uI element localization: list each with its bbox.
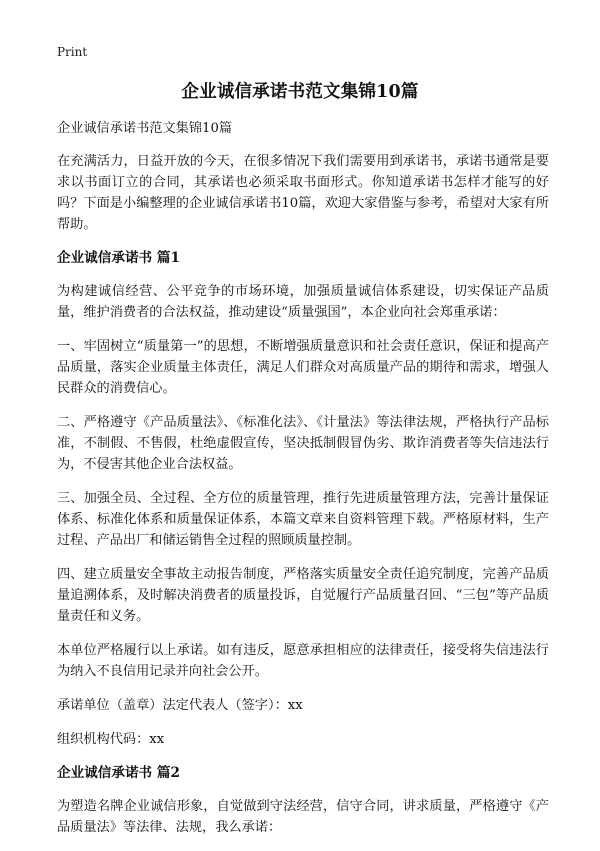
print-link[interactable]: Print bbox=[57, 45, 88, 59]
section-1-heading: 企业诚信承诺书 篇1 bbox=[57, 250, 180, 266]
section-1-paragraph-2: 一、牢固树立“质量第一”的思想，不断增强质量意识和社会责任意识，保证和提高产品质量，落实企业质量主体责任，满足人们群众对高质量产品的期待和需求，增强人民群众的消费信心。 bbox=[57, 339, 549, 396]
signatory-line: 承诺单位（盖章）法定代表人（签字）：xx bbox=[57, 698, 303, 713]
section-1-paragraph-1: 为构建诚信经营、公平竞争的市场环境，加强质量诚信体系建设，切实保证产品质量，维护消费者的合法权益，推动建设“质量强国”，本企业向社会郑重承诺： bbox=[57, 284, 549, 320]
section-1-paragraph-4: 三、加强全员、全过程、全方位的质量管理，推行先进质量管理方法，完善计量保证体系、标准化体系和质量保证体系，本篇文章来自资料管理下载。严格原材料，生产过程、产品出厂和储运销售全过程的照顾质量控制。 bbox=[57, 491, 549, 548]
section-2-paragraph-1: 为塑造名牌企业诚信形象，自觉做到守法经营，信守合同，讲求质量，严格遵守《产品质量法》等法律、法规，我么承诺： bbox=[57, 799, 549, 835]
section-2-heading: 企业诚信承诺书 篇2 bbox=[57, 765, 180, 781]
document-subtitle: 企业诚信承诺书范文集锦10篇 bbox=[57, 121, 233, 136]
document-body bbox=[57, 118, 549, 851]
section-1-paragraph-3: 二、严格遵守《产品质量法》、《标准化法》、《计量法》等法律法规，严格执行产品标准，不制假、不售假，杜绝虚假宣传，坚决抵制假冒伪劣、欺诈消费者等失信违法行为，不侵害其他企业合法权益。 bbox=[57, 415, 549, 472]
section-1-paragraph-6: 本单位严格履行以上承诺。如有违反，愿意承担相应的法律责任，接受将失信违法行为纳入不良信用记录并向社会公开。 bbox=[57, 643, 549, 679]
section-1-paragraph-5: 四、建立质量安全事故主动报告制度，严格落实质量安全责任追究制度，完善产品质量追溯体系，及时解决消费者的质量投诉，自觉履行产品质量召回、“三包”等产品质量责任和义务。 bbox=[57, 567, 549, 624]
intro-paragraph: 在充满活力，日益开放的今天，在很多情况下我们需要用到承诺书，承诺书通常是要求以书面订立的合同，其承诺也必须采取书面形式。你知道承诺书怎样才能写的好吗？下面是小编整理的企业诚信承诺书10篇，欢迎大家借鉴与参考，希望对大家有所帮助。 bbox=[57, 154, 549, 232]
org-code-line: 组织机构代码：xx bbox=[57, 732, 165, 747]
page-title: 企业诚信承诺书范文集锦10篇 bbox=[181, 82, 419, 102]
